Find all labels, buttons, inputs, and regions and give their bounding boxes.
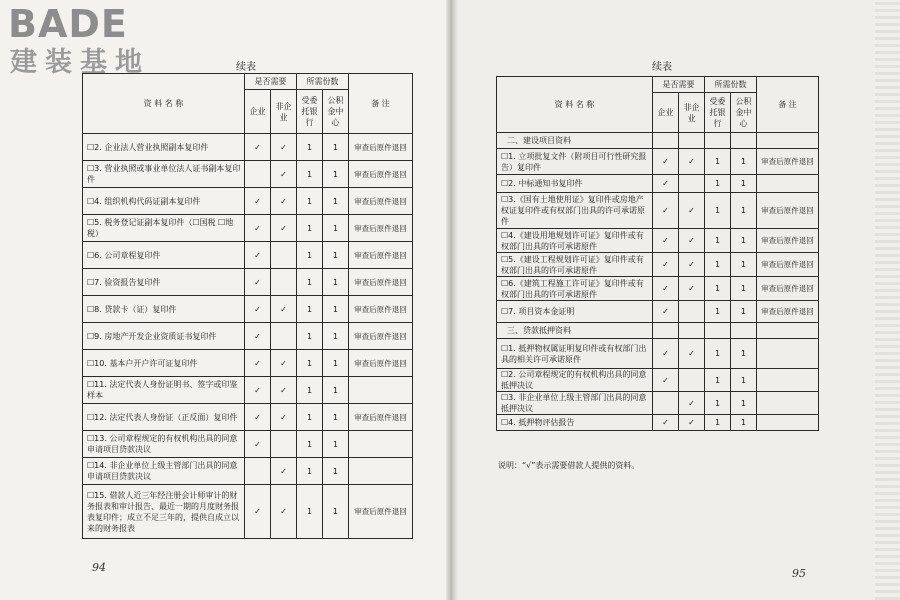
- non-enterprise-check: ✓: [271, 377, 297, 404]
- enterprise-check: ✓: [653, 149, 679, 175]
- enterprise-check: ✓: [653, 339, 679, 369]
- fund-copies: 1: [323, 458, 349, 485]
- non-enterprise-check: ✓: [271, 296, 297, 323]
- section-title: 三、贷款抵押资料: [497, 323, 653, 339]
- page-edge: [875, 0, 900, 600]
- header-remarks: 备 注: [349, 74, 413, 134]
- bank-copies: 1: [705, 277, 731, 301]
- page-number-left: 94: [92, 561, 106, 574]
- fund-copies: 1: [731, 175, 757, 193]
- empty-cell: [705, 133, 731, 149]
- footnote: 说明：“√”表示需要借款人提供的资料。: [498, 461, 640, 470]
- row-name: ☐3. 营业执照或事业单位法人证书副本复印件: [83, 161, 245, 188]
- fund-copies: 1: [731, 415, 757, 431]
- header-need-group: 是否需要: [245, 74, 297, 90]
- row-remark: [757, 369, 819, 392]
- fund-copies: 1: [731, 253, 757, 277]
- table-row: [497, 253, 819, 277]
- bank-copies: 1: [705, 392, 731, 415]
- empty-cell: [679, 323, 705, 339]
- enterprise-check: ✓: [653, 193, 679, 229]
- empty-cell: [705, 323, 731, 339]
- non-enterprise-check: ✓: [679, 253, 705, 277]
- enterprise-check: ✓: [245, 485, 271, 539]
- fund-copies: 1: [323, 242, 349, 269]
- row-remark: [757, 175, 819, 193]
- enterprise-check: ✓: [245, 323, 271, 350]
- header-copies-group: 所需份数: [297, 74, 349, 90]
- right-requirements-table: [496, 76, 819, 431]
- bank-copies: 1: [705, 149, 731, 175]
- left-table-title: 续表: [236, 62, 256, 73]
- logo-chinese-text: 建装基地: [10, 47, 150, 78]
- enterprise-check: ✓: [653, 253, 679, 277]
- header-name: 资 料 名 称: [83, 74, 245, 134]
- row-name: ☐4. 组织机构代码证副本复印件: [83, 188, 245, 215]
- non-enterprise-check: ✓: [271, 161, 297, 188]
- non-enterprise-check: [271, 431, 297, 458]
- table-row: [83, 323, 413, 350]
- row-remark: 审查后原件退回: [349, 485, 413, 539]
- table-row: [83, 188, 413, 215]
- fund-copies: 1: [323, 215, 349, 242]
- non-enterprise-check: ✓: [679, 415, 705, 431]
- fund-copies: 1: [731, 392, 757, 415]
- header-copies-group: 所需份数: [705, 77, 757, 93]
- row-remark: 审查后原件退回: [349, 188, 413, 215]
- table-row: [83, 134, 413, 161]
- non-enterprise-check: [271, 323, 297, 350]
- right-table-title: 续表: [652, 62, 672, 73]
- bank-copies: 1: [705, 301, 731, 323]
- non-enterprise-check: ✓: [271, 215, 297, 242]
- fund-copies: 1: [323, 485, 349, 539]
- bank-copies: 1: [297, 161, 323, 188]
- non-enterprise-check: [679, 301, 705, 323]
- left-requirements-table: [82, 73, 413, 539]
- row-name: ☐10. 基本户开户许可证复印件: [83, 350, 245, 377]
- row-remark: 审查后原件退回: [757, 149, 819, 175]
- bank-copies: 1: [297, 242, 323, 269]
- non-enterprise-check: ✓: [679, 149, 705, 175]
- table-row: [83, 458, 413, 485]
- enterprise-check: [653, 392, 679, 415]
- row-remark: 审查后原件退回: [349, 323, 413, 350]
- table-row: [497, 277, 819, 301]
- fund-copies: 1: [323, 350, 349, 377]
- enterprise-check: ✓: [245, 242, 271, 269]
- non-enterprise-check: ✓: [271, 404, 297, 431]
- row-name: ☐5. 税务登记证副本复印件（☐国税 ☐地税）: [83, 215, 245, 242]
- enterprise-check: ✓: [653, 415, 679, 431]
- row-remark: 审查后原件退回: [349, 134, 413, 161]
- fund-copies: 1: [323, 431, 349, 458]
- non-enterprise-check: ✓: [679, 193, 705, 229]
- non-enterprise-check: ✓: [271, 458, 297, 485]
- bank-copies: 1: [297, 323, 323, 350]
- table-row: [497, 193, 819, 229]
- table-row: [497, 301, 819, 323]
- row-remark: [757, 415, 819, 431]
- non-enterprise-check: ✓: [679, 339, 705, 369]
- row-remark: 审查后原件退回: [757, 253, 819, 277]
- non-enterprise-check: ✓: [271, 134, 297, 161]
- header-trustee-bank: 受委托银行: [297, 90, 323, 134]
- row-name: ☐8. 贷款卡（证）复印件: [83, 296, 245, 323]
- table-row: [497, 392, 819, 415]
- enterprise-check: ✓: [653, 301, 679, 323]
- enterprise-check: ✓: [245, 431, 271, 458]
- enterprise-check: ✓: [245, 215, 271, 242]
- bank-copies: 1: [297, 134, 323, 161]
- fund-copies: 1: [323, 323, 349, 350]
- row-name: ☐6.《建筑工程施工许可证》复印件或有权部门出具的许可承诺原件: [497, 277, 653, 301]
- row-name: ☐1. 立项批复文件（附项目可行性研究报告）复印件: [497, 149, 653, 175]
- row-remark: 审查后原件退回: [349, 242, 413, 269]
- table-row: [83, 485, 413, 539]
- row-name: ☐2. 公司章程规定的有权机构出具的同意抵押决议: [497, 369, 653, 392]
- enterprise-check: ✓: [245, 404, 271, 431]
- enterprise-check: ✓: [245, 269, 271, 296]
- table-row: [83, 269, 413, 296]
- fund-copies: 1: [731, 339, 757, 369]
- row-name: ☐15. 借款人近三年经注册会计师审计的财务报表和审计报告、最近一期的月度财务报表复印件；成立不足三年的，提供自成立以来的财务报表: [83, 485, 245, 539]
- section-title: 二、建设项目资料: [497, 133, 653, 149]
- enterprise-check: ✓: [245, 134, 271, 161]
- fund-copies: 1: [323, 404, 349, 431]
- row-name: ☐2. 企业法人营业执照副本复印件: [83, 134, 245, 161]
- row-name: ☐5.《建设工程规划许可证》复印件或有权部门出具的许可承诺原件: [497, 253, 653, 277]
- empty-cell: [653, 133, 679, 149]
- enterprise-check: [245, 458, 271, 485]
- bank-copies: 1: [705, 175, 731, 193]
- non-enterprise-check: [271, 242, 297, 269]
- header-fund-center: 公积金中心: [731, 93, 757, 133]
- header-remarks: 备 注: [757, 77, 819, 133]
- fund-copies: 1: [323, 134, 349, 161]
- row-remark: 审查后原件退回: [349, 296, 413, 323]
- row-remark: [757, 339, 819, 369]
- enterprise-check: ✓: [653, 277, 679, 301]
- row-name: ☐13. 公司章程规定的有权机构出具的同意申请项目贷款决议: [83, 431, 245, 458]
- empty-cell: [731, 133, 757, 149]
- bank-copies: 1: [705, 369, 731, 392]
- page-number-right: 95: [792, 567, 806, 580]
- row-name: ☐9. 房地产开发企业资质证书复印件: [83, 323, 245, 350]
- logo-latin-text: BADE: [8, 2, 128, 46]
- fund-copies: 1: [323, 377, 349, 404]
- bank-copies: 1: [297, 188, 323, 215]
- row-name: ☐7. 验资报告复印件: [83, 269, 245, 296]
- fund-copies: 1: [731, 277, 757, 301]
- fund-copies: 1: [323, 269, 349, 296]
- enterprise-check: ✓: [653, 229, 679, 253]
- table-row: [83, 404, 413, 431]
- enterprise-check: ✓: [245, 188, 271, 215]
- header-need-group: 是否需要: [653, 77, 705, 93]
- table-row: [497, 175, 819, 193]
- header-name: 资 料 名 称: [497, 77, 653, 133]
- row-name: ☐4.《建设用地规划许可证》复印件或有权部门出具的许可承诺原件: [497, 229, 653, 253]
- fund-copies: 1: [731, 149, 757, 175]
- non-enterprise-check: ✓: [271, 485, 297, 539]
- empty-cell: [653, 323, 679, 339]
- row-name: ☐12. 法定代表人身份证（正反面）复印件: [83, 404, 245, 431]
- enterprise-check: [245, 161, 271, 188]
- non-enterprise-check: [271, 269, 297, 296]
- table-row: [83, 215, 413, 242]
- bank-copies: 1: [705, 229, 731, 253]
- fund-copies: 1: [731, 229, 757, 253]
- enterprise-check: ✓: [245, 377, 271, 404]
- header-non-enterprise: 非企业: [271, 90, 297, 134]
- row-name: ☐11. 法定代表人身份证明书、签字或印鉴样本: [83, 377, 245, 404]
- table-row: [83, 377, 413, 404]
- non-enterprise-check: ✓: [271, 350, 297, 377]
- header-non-enterprise: 非企业: [679, 93, 705, 133]
- non-enterprise-check: ✓: [679, 277, 705, 301]
- non-enterprise-check: ✓: [679, 229, 705, 253]
- table-row: [83, 296, 413, 323]
- row-remark: 审查后原件退回: [349, 350, 413, 377]
- row-remark: [349, 431, 413, 458]
- fund-copies: 1: [731, 301, 757, 323]
- row-remark: [349, 377, 413, 404]
- bank-copies: 1: [705, 253, 731, 277]
- watermark-logo: [8, 4, 178, 82]
- row-remark: 审查后原件退回: [349, 161, 413, 188]
- table-row: [497, 339, 819, 369]
- non-enterprise-check: [679, 175, 705, 193]
- row-remark: [349, 458, 413, 485]
- row-name: ☐1. 抵押物权属证明复印件或有权部门出具的相关许可承诺原件: [497, 339, 653, 369]
- bank-copies: 1: [297, 485, 323, 539]
- row-name: ☐14. 非企业单位上级主管部门出具的同意申请项目贷款决议: [83, 458, 245, 485]
- enterprise-check: ✓: [653, 369, 679, 392]
- bank-copies: 1: [297, 296, 323, 323]
- table-row: [83, 350, 413, 377]
- empty-cell: [757, 133, 819, 149]
- row-remark: 审查后原件退回: [349, 215, 413, 242]
- bank-copies: 1: [297, 404, 323, 431]
- header-trustee-bank: 受委托银行: [705, 93, 731, 133]
- row-remark: 审查后原件退回: [757, 277, 819, 301]
- header-fund-center: 公积金中心: [323, 90, 349, 134]
- header-enterprise: 企业: [245, 90, 271, 134]
- empty-cell: [679, 133, 705, 149]
- bank-copies: 1: [297, 431, 323, 458]
- non-enterprise-check: [679, 369, 705, 392]
- bank-copies: 1: [705, 193, 731, 229]
- table-row: [497, 149, 819, 175]
- bank-copies: 1: [705, 415, 731, 431]
- enterprise-check: ✓: [245, 296, 271, 323]
- row-remark: 审查后原件退回: [757, 301, 819, 323]
- empty-cell: [731, 323, 757, 339]
- non-enterprise-check: ✓: [271, 188, 297, 215]
- enterprise-check: ✓: [245, 350, 271, 377]
- empty-cell: [757, 323, 819, 339]
- row-name: ☐4. 抵押物评估报告: [497, 415, 653, 431]
- row-name: ☐2. 中标通知书复印件: [497, 175, 653, 193]
- table-row: [497, 229, 819, 253]
- table-row: [497, 415, 819, 431]
- table-row: [83, 161, 413, 188]
- bank-copies: 1: [705, 339, 731, 369]
- row-name: ☐3. 非企业单位上级主管部门出具的同意抵押决议: [497, 392, 653, 415]
- non-enterprise-check: ✓: [679, 392, 705, 415]
- table-row: [83, 431, 413, 458]
- row-remark: [757, 392, 819, 415]
- row-name: ☐7. 项目资本金证明: [497, 301, 653, 323]
- fund-copies: 1: [731, 369, 757, 392]
- bank-copies: 1: [297, 215, 323, 242]
- bank-copies: 1: [297, 269, 323, 296]
- enterprise-check: ✓: [653, 175, 679, 193]
- bank-copies: 1: [297, 458, 323, 485]
- book-gutter: [446, 0, 458, 600]
- bank-copies: 1: [297, 350, 323, 377]
- section-row: [497, 323, 819, 339]
- row-name: ☐6. 公司章程复印件: [83, 242, 245, 269]
- row-remark: 审查后原件退回: [349, 269, 413, 296]
- row-remark: 审查后原件退回: [349, 404, 413, 431]
- fund-copies: 1: [323, 161, 349, 188]
- header-enterprise: 企业: [653, 93, 679, 133]
- fund-copies: 1: [323, 296, 349, 323]
- row-name: ☐3.《国有土地使用证》复印件或房地产权证复印件或有权部门出具的许可承诺原件: [497, 193, 653, 229]
- table-row: [83, 242, 413, 269]
- bank-copies: 1: [297, 377, 323, 404]
- fund-copies: 1: [731, 193, 757, 229]
- row-remark: 审查后原件退回: [757, 229, 819, 253]
- table-row: [497, 369, 819, 392]
- row-remark: 审查后原件退回: [757, 193, 819, 229]
- section-row: [497, 133, 819, 149]
- fund-copies: 1: [323, 188, 349, 215]
